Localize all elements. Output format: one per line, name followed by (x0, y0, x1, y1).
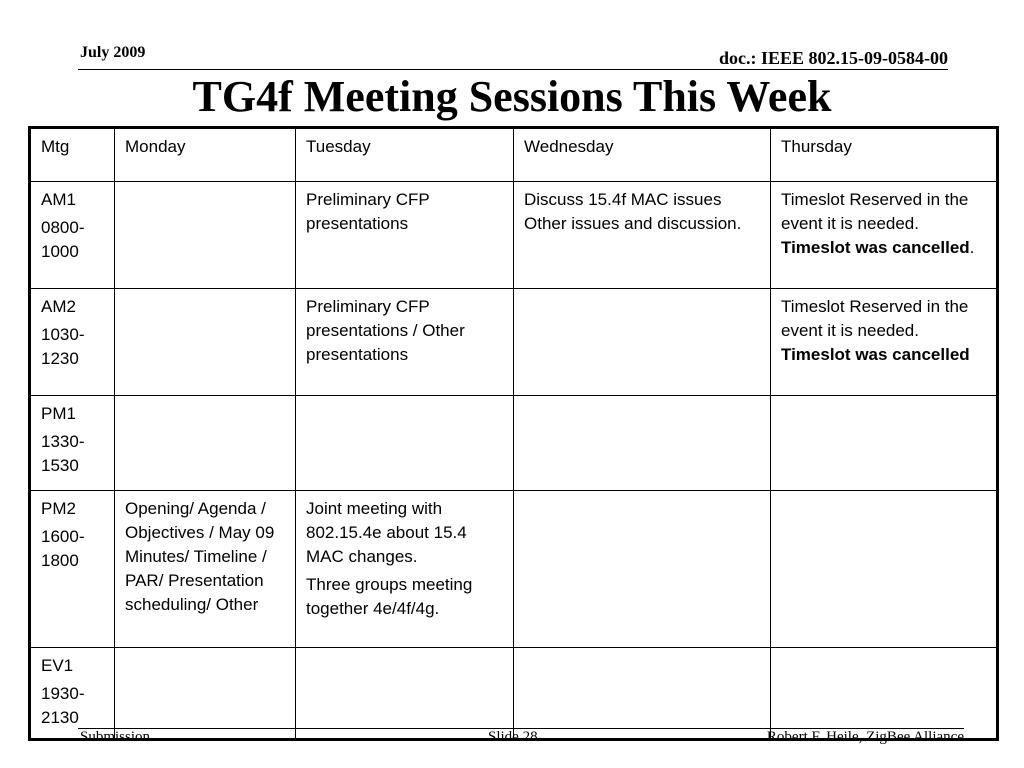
header-rule (78, 69, 948, 70)
mtg-cell (30, 182, 115, 289)
mtg-cell (30, 396, 115, 491)
wednesday-cell (514, 396, 771, 491)
tuesday-cell (296, 648, 514, 740)
session-time: 1930-2130 (41, 684, 85, 727)
tuesday-cell: Preliminary CFP presentations / Other presentations (296, 289, 514, 396)
session-name: AM1 (41, 190, 76, 209)
cancelled-note: Timeslot was cancelled (781, 345, 970, 364)
mtg-cell (30, 491, 115, 648)
tuesday-item: Three groups meeting together 4e/4f/4g. (306, 575, 473, 618)
table-row (30, 648, 998, 740)
header-date: July 2009 (80, 44, 146, 61)
thursday-note: Timeslot Reserved in the event it is needed. (781, 297, 969, 340)
monday-cell: Opening/ Agenda / Objectives / May 09 Minutes/ Timeline / PAR/ Presentation scheduling/ Other (115, 491, 296, 648)
cancelled-note: Timeslot was cancelled (781, 238, 970, 257)
thursday-cell (771, 491, 998, 648)
col-header-mtg: Mtg (30, 128, 115, 182)
tuesday-cell (296, 396, 514, 491)
col-header-monday: Monday (115, 128, 296, 182)
monday-cell (115, 289, 296, 396)
footer-author: Robert F. Heile, ZigBee Alliance (766, 729, 964, 745)
session-name: PM1 (41, 404, 76, 423)
thursday-cell (771, 396, 998, 491)
table-header-row (30, 128, 998, 182)
tuesday-cell: Preliminary CFP presentations (296, 182, 514, 289)
session-name: EV1 (41, 656, 74, 675)
wednesday-cell (514, 289, 771, 396)
session-time: 1330-1530 (41, 432, 85, 475)
monday-cell (115, 396, 296, 491)
tuesday-cell (296, 491, 514, 648)
col-header-wednesday: Wednesday (514, 128, 771, 182)
table-row (30, 396, 998, 491)
wednesday-cell (514, 648, 771, 740)
tuesday-item: Joint meeting with 802.15.4e about 15.4 MAC changes. (306, 499, 467, 566)
session-name: PM2 (41, 499, 76, 518)
table-row (30, 491, 998, 648)
monday-cell (115, 648, 296, 740)
mtg-cell (30, 289, 115, 396)
monday-cell (115, 182, 296, 289)
mtg-cell (30, 648, 115, 740)
session-time: 0800-1000 (41, 218, 85, 261)
thursday-cell (771, 182, 998, 289)
session-name: AM2 (41, 297, 76, 316)
footer-submission: Submission (80, 729, 151, 745)
session-time: 1600-1800 (41, 527, 85, 570)
table-row (30, 289, 998, 396)
schedule-table (28, 126, 999, 741)
slide-title: TG4f Meeting Sessions This Week (192, 72, 832, 121)
thursday-note: Timeslot Reserved in the event it is needed. (781, 190, 969, 233)
session-time: 1030-1230 (41, 325, 85, 368)
col-header-tuesday: Tuesday (296, 128, 514, 182)
col-header-thursday: Thursday (771, 128, 998, 182)
wednesday-cell (514, 491, 771, 648)
table-row (30, 182, 998, 289)
footer-slide-number: Slide 28 (488, 729, 538, 745)
note-punctuation: . (969, 238, 975, 257)
thursday-cell (771, 648, 998, 740)
wednesday-cell: Discuss 15.4f MAC issues Other issues and discussion. (514, 182, 771, 289)
header-doc-id: doc.: IEEE 802.15-09-0584-00 (719, 48, 948, 68)
thursday-cell (771, 289, 998, 396)
